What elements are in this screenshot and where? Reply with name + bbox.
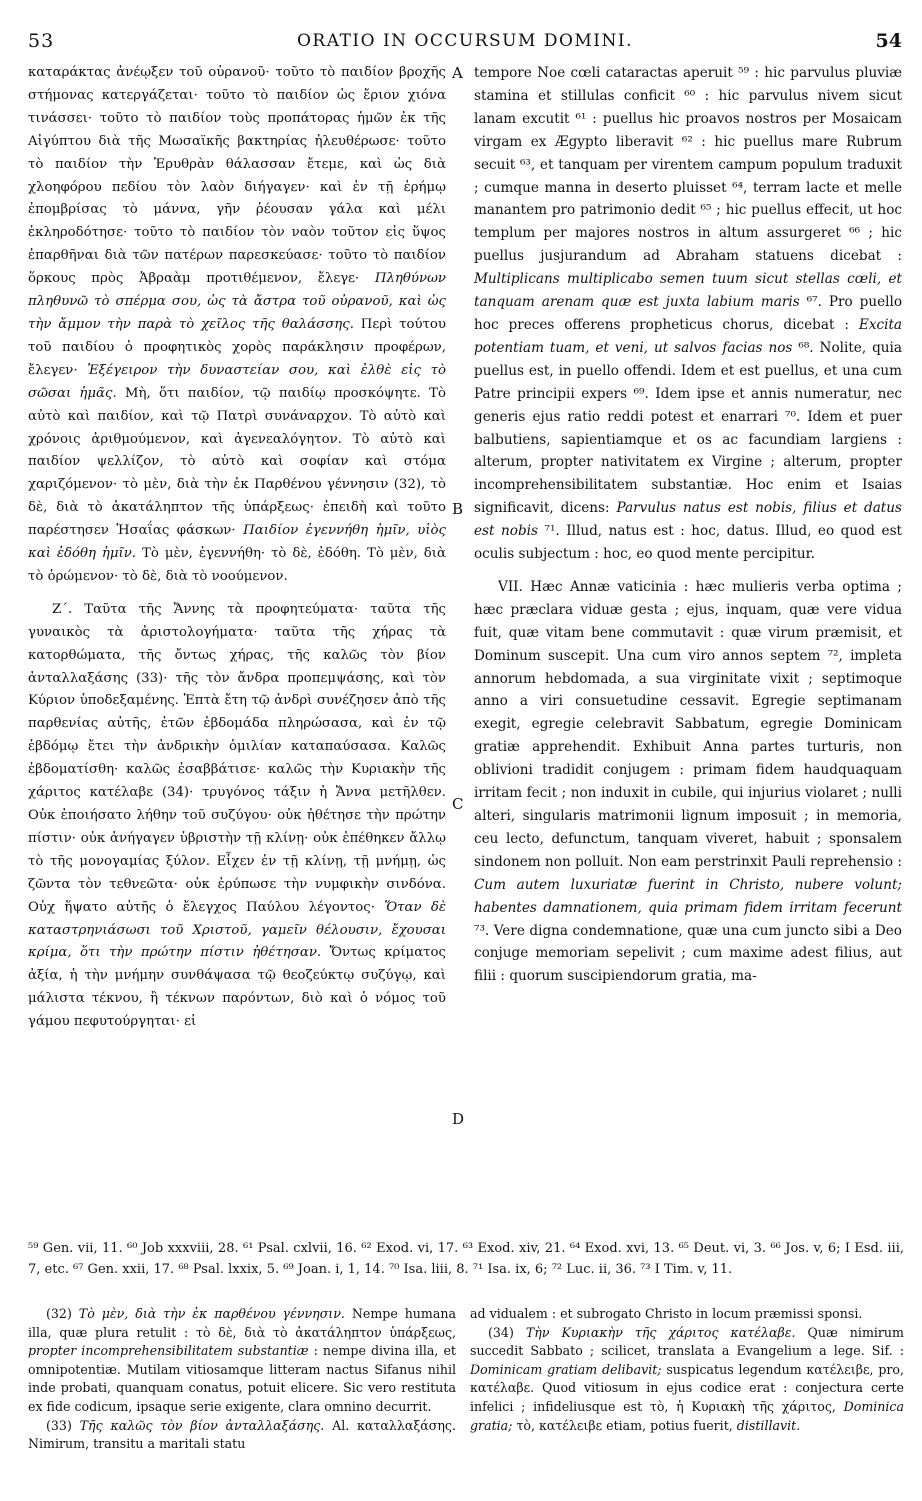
- note-lemma: Τὴν Κυριακὴν τῆς χάριτος κατέλαβε.: [525, 1324, 796, 1340]
- latin-text: ⁷¹. Illud, natus est : hoc, datus. Illud, eo quod est oculis subjectum : hoc, eo quod mente percipitur.: [474, 523, 903, 563]
- page-header: [28, 30, 902, 56]
- latin-text: tempore Noe cœli cataractas aperuit ⁵⁹ : hic parvulus pluviæ stamina et stillulas conficit ⁶⁰ : hic parvulus nivem sicut lanam excutit ⁶¹ : puellus hic proavos nostros per Mosaicam virgam ex Ægypto liberavit ⁶² : hic puellus mare Rubrum secuit ⁶³, et tanquam per virentem campum populum traduxit ; cumque manna in deserto pluisset ⁶⁴, terram lacte et melle manantem pro patrimonio dedit ⁶⁵ ; hic puellus effecit, ut hoc templum per majores nostros in altum assurgeret ⁶⁶ ; hic puellus jusjurandum ad Abraham statuens dicebat :: [474, 65, 902, 265]
- margin-letter-b: B: [452, 500, 464, 518]
- greek-column: [28, 62, 446, 1034]
- latin-quote: Multiplicans multiplicabo semen tuum sicut stellas cœli, et tanquam arenam quæ est juxta labium maris: [474, 271, 902, 311]
- margin-letter-a: A: [452, 64, 463, 82]
- greek-quote: Πληθύνων πληθυνῶ τὸ σπέρμα σου, ὡς τὰ ἄστρα τοῦ οὐρανοῦ, καὶ ὡς τὴν ἄμμον τὴν παρὰ τὸ χεῖλος τῆς θαλάσσης.: [28, 271, 446, 332]
- note-italic: Dominicam gratiam delibavit;: [470, 1361, 662, 1377]
- note-text: Nempe humana illa, quæ plura retulit : τὸ δὲ, διὰ τὸ ἀκατάληπτον ὑπάρξεως,: [28, 1306, 456, 1340]
- greek-quote: Ἐξέγειρον τὴν δυναστείαν σου, καὶ ἐλθὲ εἰς τὸ σῶσαι ἡμᾶς.: [28, 362, 446, 401]
- greek-quote: Ὅταν δὲ καταστρηνιάσωσι τοῦ Χριστοῦ, γαμεῖν θέλουσιν, ἔχουσαι κρίμα, ὅτι τὴν πρώτην πίστιν ἠθέτησαν.: [28, 899, 447, 961]
- latin-quote: Excita potentiam tuam, et veni, ut salvos facias nos: [474, 316, 903, 356]
- greek-quote: Παιδίον ἐγεννήθη ἡμῖν, υἱὸς καὶ ἐδόθη ἡμῖν.: [28, 523, 447, 562]
- note-33-continued: [470, 1305, 904, 1324]
- note-italic: distillavit.: [736, 1417, 801, 1433]
- scripture-references: ⁵⁹ Gen. vii, 11. ⁶⁰ Job xxxviii, 28. ⁶¹ Psal. cxlvii, 16. ⁶² Exod. vi, 17. ⁶³ Exod. xiv, 21. ⁶⁴ Exod. xvi, 13. ⁶⁵ Deut. vi, 3. ⁶⁶ Jos. v, 6; I Esd. iii, 7, etc. ⁶⁷ Gen. xxii, 17. ⁶⁸ Psal. lxxix, 5. ⁶⁹ Joan. i, 1, 14. ⁷⁰ Isa. liii, 8. ⁷¹ Isa. ix, 6; ⁷² Luc. ii, 36. ⁷³ I Tim. v, 11.: [28, 1241, 904, 1277]
- note-text: Al. καταλλαξάσης. Nimirum, transitu a maritali statu: [28, 1417, 456, 1452]
- latin-paragraph-7: [474, 576, 902, 988]
- note-text: τὸ, κατέλειβε etiam, potius fuerit,: [516, 1417, 733, 1433]
- note-number: (32): [46, 1306, 72, 1321]
- note-number: (33): [46, 1417, 72, 1433]
- greek-text: Ζ΄. Ταῦτα τῆς Ἄννης τὰ προφητεύματα· ταῦτα τῆς γυναικὸς τὰ ἀριστολογήματα· ταῦτα τῆς χήρας τὰ κατορθώματα, τῆς ὄντως χήρας, τῆς καλῶς τὸν βίον ἀνταλλαξάσης (33)· τῆς τὸν ἄνδρα προπεμψάσης, καὶ τὸν Κύριον ὑποδεξαμένης. Ἑπτὰ ἔτη τῷ ἀνδρὶ συνέζησεν ἀπὸ τῆς παρθενίας αὐτῆς, ἐτῶν ἑβδομάδα πληρώσασα, καὶ ἐν τῷ ἑβδόμῳ ἔτει τὴν ἀνδρικὴν ὁμιλίαν καταπαύσασα. Καλῶς ἑβδοματίσθη· καλῶς ἐσαββάτισε· καλῶς τὴν Κυριακὴν τῆς χάριτος κατέλαβε (34)· τρυγόνος τάξιν ἡ Ἄννα μετῆλθεν. Οὐκ ἐποιήσατο λήθην τοῦ συζύγου· οὐκ ἠθέτησε τὴν πρώτην πίστιν· οὐκ ἀνήγαγεν ὑβριστὴν τῇ κλίνῃ· οὐκ ἐπέθηκεν ἄλλῳ τὸ τῆς μονογαμίας ξύλον. Εἶχεν ἐν τῇ κλίνῃ, τῇ μνήμῃ, ὡς ζῶντα τὸν τεθνεῶτα· οὐκ ἐρύπωσε τὴν νυμφικὴν σινδόνα. Οὐχ ἥψατο αὐτῆς ὁ ἔλεγχος Παύλου λέγοντος·: [28, 601, 446, 915]
- note-text: : nempe divina illa, et omnipotentiæ. Mutilam vitiosamque litteram nactus Sifanus nihil inde probati, quanquam conatus, potuit elicere. Sic vero restituta ex fide codicum, ipsaque serie exigente, clara omnino decurrit.: [28, 1343, 456, 1414]
- greek-text: Τὸ μὲν, ἐγεννήθη· τὸ δὲ, ἐδόθη. Τὸ μὲν, διὰ τὸ ὁρώμενον· τὸ δὲ, διὰ τὸ νοούμενον.: [28, 546, 447, 584]
- page-number-left: 53: [28, 30, 55, 52]
- note-italic: Dominica gratia;: [470, 1398, 904, 1433]
- note-lemma: Τὸ μὲν, διὰ τὴν ἐκ παρθένου γέννησιν.: [78, 1306, 345, 1321]
- notes-right-column: [470, 1305, 904, 1435]
- running-title: ORATIO IN OCCURSUM DOMINI.: [296, 31, 634, 51]
- greek-paragraph-7: [28, 599, 446, 1034]
- latin-text: ⁷³. Vere digna condemnatione, quæ una cum juncto sibi a Deo conjuge memoriam sepelivit ; cum maxime adest filius, aut filii : quorum suscipiendorum gratia, ma-: [474, 922, 902, 985]
- page-number-right: 54: [875, 30, 902, 52]
- latin-quote: Parvulus natus est nobis, filius et datus est nobis: [474, 500, 902, 540]
- latin-text: ⁶⁷. Pro puello hoc preces offerens propheticus chorus, dicebat :: [474, 294, 903, 333]
- latin-column: [474, 62, 902, 988]
- note-34: [470, 1324, 904, 1436]
- note-text: ad vidualem : et subrogato Christo in locum præmissi sponsi.: [470, 1306, 863, 1321]
- latin-text: ⁶⁸. Nolite, quia puellus est, in puello offendi. Idem et est puellus, et una cum Patre principii expers ⁶⁹. Idem ipse et annis numeratur, nec generis ejus ratio reddi potest et enarrari ⁷⁰. Idem et puer balbutiens, sapientiamque et os ac facundiam largiens : alterum, propter nativitatem ex Virgine ; alterum, propter incomprehensibilitatem substantiæ. Hoc enim et Isaias significavit, dicens:: [474, 339, 903, 517]
- margin-letter-d: D: [452, 1110, 465, 1128]
- greek-text: Περὶ τούτου τοῦ παιδίου ὁ προφητικὸς χορὸς παράκλησιν προφέρων, ἔλεγεν·: [28, 316, 446, 378]
- notes-left-column: [28, 1305, 456, 1454]
- greek-text: καταράκτας ἀνέῳξεν τοῦ οὐρανοῦ· τοῦτο τὸ παιδίον βροχῆς στήμονας κατεργάζεται· τοῦτο τὸ παιδίον ὡς ἔριον χιόνα τινάσσει· τοῦτο τὸ παιδίον τοὺς προπάτορας ἡμῶν ἐκ τῆς Αἰγύπτου διὰ τῆς Μωσαϊκῆς βακτηρίας ἠλευθέρωσε· τοῦτο τὸ παιδίον τὴν Ἐρυθρὰν θάλασσαν ἔτεμε, καὶ ὡς διὰ χλοηφόρου πεδίου τὸν λαὸν διήγαγεν· καὶ ἐν τῇ ἐρήμῳ ἐπομβρίσας τὸ μάννα, γῆν ῥέουσαν γάλα καὶ μέλι ἐκληροδότησε· τοῦτο τὸ παιδίον τὸν ναὸν τοῦτον εἰς ὕψος ἐπαρθῆναι διὰ τῶν πατέρων παρεσκεύασε· τοῦτο τὸ παιδίον ὅρκους πρὸς Ἀβραὰμ προτιθέμενον, ἔλεγε·: [28, 65, 446, 287]
- latin-text: VII. Hæc Annæ vaticinia : hæc mulieris verba optima ; hæc præclara viduæ gesta ; ejus, inquam, quæ vere vidua fuit, quæ vitam bene commutavit : quæ virum præmisit, et Dominum suscepit. Una cum viro annos septem ⁷², impleta annorum hebdomada, a sua virginitate vixit ; septimoque anno a viri consuetudine cessavit. Egregie septimanam exegit, egregie celebravit Sabbatum, egregie Dominicam gratiæ apprehendit. Exhibuit Anna partes turturis, non oblivioni tradidit conjugem : primam fidem haudquaquam irritam fecit ; non induxit in cubile, qui injurius violaret ; nulli alteri, singularis matrimonii lignum imposuit ; in memoria, ceu lecto, defunctum, tanquam viveret, habuit ; sponsalem sindonem non polluit. Non eam perstrinxit Pauli reprehensio :: [474, 578, 902, 870]
- note-text: Quæ nimirum succedit Sabbato ; scilicet, translata a Evangelium a lege. Sif. :: [470, 1324, 904, 1359]
- latin-quote: Cum autem luxuriatæ fuerint in Christo, nubere volunt; habentes damnationem, quia primam fidem irritam fecerunt: [474, 876, 902, 916]
- note-italic: propter incomprehensibilitatem substantiæ: [28, 1343, 309, 1359]
- note-number: (34): [488, 1324, 514, 1340]
- greek-text: Ὄντως κρίματος ἀξία, ἡ τὴν μνήμην συνθάψασα τῷ θεοζεύκτῳ συζύγῳ, καὶ μάλιστα τέκνου, ἢ τέκνων παρόντων, διὸ καὶ ὁ νόμος τοῦ γάμου πεφυτούργηται· εἰ: [28, 945, 446, 1030]
- note-lemma: Τῆς καλῶς τὸν βίον ἀνταλλαξάσης.: [79, 1417, 325, 1433]
- greek-paragraph-6: [28, 62, 446, 589]
- greek-text: Μὴ, ὅτι παιδίον, τῷ παιδίῳ προσκόψητε. Τὸ αὐτὸ καὶ παιδίον, καὶ τῷ Πατρὶ συνάναρχον. Τὸ αὐτὸ καὶ χρόνοις ἀριθμούμενον, καὶ ἀγενεαλόγητον. Τὸ αὐτὸ καὶ παιδίον ψελλίζον, τὸ αὐτὸ καὶ σοφίαν καὶ στόμα χαριζόμενον· τὸ μὲν, διὰ τὴν ἐκ Παρθένου γέννησιν (32), τὸ δὲ, διὰ τὸ ἀκατάληπτον τῆς ὑπάρξεως· ἐπειδὴ καὶ τοῦτο παρέστησεν Ἡσαΐας φάσκων·: [28, 385, 446, 539]
- margin-letter-c: C: [452, 795, 464, 813]
- note-32: [28, 1305, 456, 1417]
- note-33: [28, 1417, 456, 1454]
- latin-paragraph-6: [474, 62, 902, 566]
- note-text: suspicatus legendum κατέλειβε, pro, κατέλαβε. Quod vitiosum in ejus codice erat : conjectura certe infelici ; infideliusque est τὸ, ἡ Κυριακὴ τῆς χάριτος,: [470, 1361, 904, 1414]
